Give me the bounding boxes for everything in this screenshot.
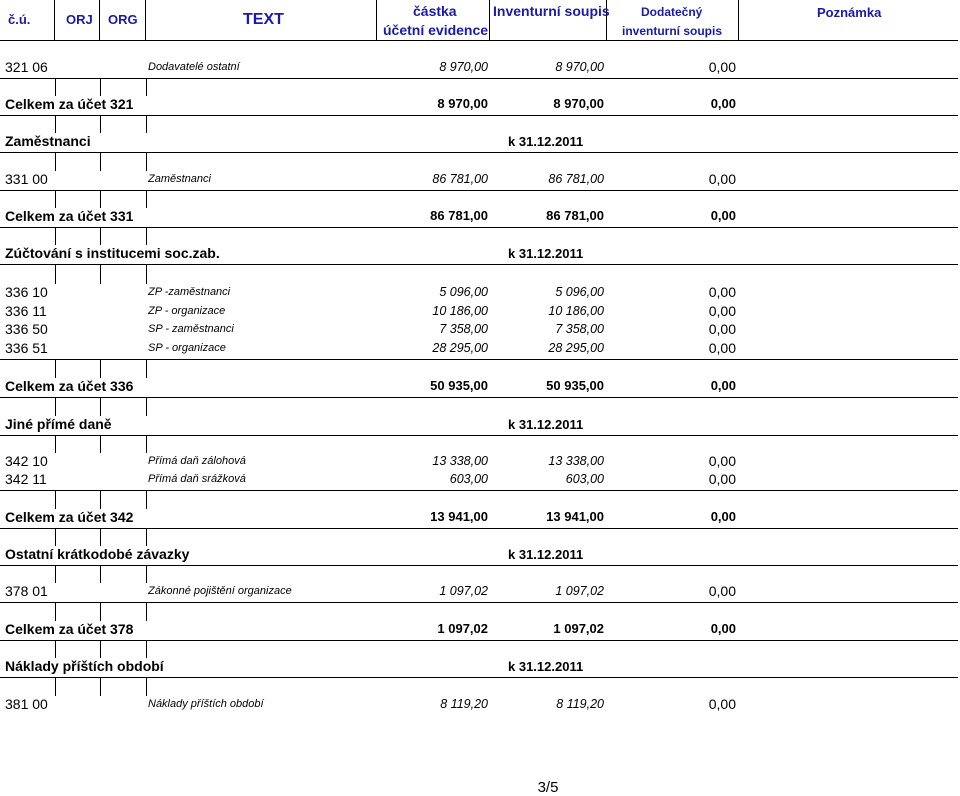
account-text: ZP -zaměstnanci xyxy=(148,286,231,298)
table-row xyxy=(0,695,958,714)
grid-line xyxy=(146,265,147,284)
spacer-row xyxy=(0,359,958,378)
account-text: Zaměstnanci xyxy=(148,173,211,185)
grid-line xyxy=(100,116,101,133)
grid-line xyxy=(100,678,101,696)
grid-line xyxy=(100,603,101,621)
total-accounting: 50 935,00 xyxy=(430,378,488,393)
amount-inventory: 8 119,20 xyxy=(556,697,604,711)
grid-line xyxy=(100,491,101,509)
section-date: k 31.12.2011 xyxy=(508,134,584,149)
grid-line xyxy=(100,566,101,583)
amount-accounting: 603,00 xyxy=(449,472,488,486)
spacer-row xyxy=(0,602,958,621)
table-row xyxy=(0,170,958,189)
total-inventory: 50 935,00 xyxy=(546,378,604,393)
table-row xyxy=(0,283,958,302)
grid-line xyxy=(100,436,101,453)
grid-line xyxy=(55,228,56,245)
spacer-row xyxy=(0,490,958,509)
grid-line xyxy=(100,228,101,245)
total-inventory: 1 097,02 xyxy=(553,621,604,636)
amount-additional: 0,00 xyxy=(708,303,736,319)
page-number: 3/5 xyxy=(537,779,559,796)
table-row xyxy=(0,302,958,321)
grid-line xyxy=(55,191,56,208)
amount-additional: 0,00 xyxy=(708,340,736,356)
account-text: Přímá daň srážková xyxy=(148,473,246,485)
grid-line xyxy=(146,360,147,378)
table-row xyxy=(0,339,958,358)
grid-line xyxy=(100,265,101,284)
section-title: Ostatní krátkodobé závazky xyxy=(5,546,190,562)
spacer-row xyxy=(0,115,958,133)
amount-accounting: 28 295,00 xyxy=(432,341,488,355)
spacer-row xyxy=(0,565,958,583)
amount-inventory: 13 338,00 xyxy=(548,454,604,468)
account-number: 336 51 xyxy=(5,340,48,356)
section-heading-row xyxy=(0,415,958,434)
amount-accounting: 5 096,00 xyxy=(439,285,488,299)
section-title: Zúčtování s institucemi soc.zab. xyxy=(5,245,220,261)
grid-line xyxy=(55,566,56,583)
account-text: SP - zaměstnanci xyxy=(148,323,234,335)
amount-inventory: 7 358,00 xyxy=(555,322,604,336)
grid-line xyxy=(100,398,101,416)
total-additional: 0,00 xyxy=(710,96,736,111)
amount-inventory: 8 970,00 xyxy=(555,60,604,74)
grid-line xyxy=(55,678,56,696)
header-castka: částka účetní evidence xyxy=(377,0,490,40)
grid-line xyxy=(55,79,56,96)
account-number: 342 10 xyxy=(5,453,48,469)
table-row xyxy=(0,582,958,601)
grid-line xyxy=(55,360,56,378)
grid-line xyxy=(146,491,147,509)
header-poznamka: Poznámka xyxy=(817,5,882,20)
total-label: Celkem za účet 378 xyxy=(5,621,134,637)
total-label: Celkem za účet 321 xyxy=(5,96,134,112)
section-title: Náklady příštích období xyxy=(5,658,164,674)
account-number: 336 11 xyxy=(5,303,47,319)
amount-additional: 0,00 xyxy=(708,453,736,469)
amount-accounting: 1 097,02 xyxy=(439,584,488,598)
grid-line xyxy=(146,678,147,696)
grid-line xyxy=(146,436,147,453)
grid-line xyxy=(146,79,147,96)
spacer-row xyxy=(0,227,958,245)
total-row xyxy=(0,377,958,396)
total-inventory: 13 941,00 xyxy=(546,509,604,524)
amount-accounting: 8 970,00 xyxy=(439,60,488,74)
grid-line xyxy=(55,265,56,284)
spacer-row xyxy=(0,397,958,416)
amount-additional: 0,00 xyxy=(708,171,736,187)
amount-accounting: 13 338,00 xyxy=(432,454,488,468)
grid-line xyxy=(55,116,56,133)
amount-accounting: 86 781,00 xyxy=(432,172,488,186)
grid-line xyxy=(146,641,147,658)
spacer-row xyxy=(0,190,958,208)
header-inventurni: Inventurní soupis xyxy=(490,0,607,40)
section-title: Zaměstnanci xyxy=(5,133,91,149)
grid-line xyxy=(55,491,56,509)
spacer-row xyxy=(0,640,958,658)
spacer-row xyxy=(0,677,958,696)
amount-accounting: 7 358,00 xyxy=(439,322,488,336)
section-heading-row xyxy=(0,545,958,564)
header-org: ORG xyxy=(100,0,146,40)
section-heading-row xyxy=(0,132,958,151)
total-accounting: 86 781,00 xyxy=(430,208,488,223)
amount-additional: 0,00 xyxy=(708,59,736,75)
amount-inventory: 86 781,00 xyxy=(548,172,604,186)
amount-inventory: 1 097,02 xyxy=(555,584,604,598)
grid-line xyxy=(55,436,56,453)
account-number: 336 50 xyxy=(5,321,48,337)
section-date: k 31.12.2011 xyxy=(508,417,584,432)
grid-line xyxy=(55,529,56,546)
grid-line xyxy=(146,116,147,133)
amount-inventory: 10 186,00 xyxy=(548,304,604,318)
grid-line xyxy=(146,566,147,583)
grid-line xyxy=(100,641,101,658)
grid-line xyxy=(100,529,101,546)
account-text: Dodavatelé ostatní xyxy=(148,61,240,73)
table-row xyxy=(0,470,958,489)
header-cu: č.ú. xyxy=(0,0,55,40)
spacer-row xyxy=(0,264,958,284)
total-accounting: 8 970,00 xyxy=(437,96,488,111)
section-title: Jiné přímé daně xyxy=(5,416,112,432)
account-number: 378 01 xyxy=(5,583,48,599)
table-row xyxy=(0,58,958,77)
grid-line xyxy=(146,603,147,621)
total-additional: 0,00 xyxy=(710,208,736,223)
account-text: Přímá daň zálohová xyxy=(148,455,246,467)
account-number: 381 00 xyxy=(5,696,48,712)
total-label: Celkem za účet 342 xyxy=(5,509,134,525)
spacer-row xyxy=(0,528,958,546)
grid-line xyxy=(146,153,147,171)
spacer-row xyxy=(0,152,958,171)
account-number: 342 11 xyxy=(5,471,47,487)
account-text: Zákonné pojištění organizace xyxy=(148,585,292,597)
total-row xyxy=(0,620,958,639)
total-additional: 0,00 xyxy=(710,509,736,524)
section-date: k 31.12.2011 xyxy=(508,659,584,674)
account-number: 321 06 xyxy=(5,59,48,75)
account-text: ZP - organizace xyxy=(148,305,226,317)
amount-additional: 0,00 xyxy=(708,321,736,337)
total-additional: 0,00 xyxy=(710,378,736,393)
table-header xyxy=(0,0,958,41)
account-number: 336 10 xyxy=(5,284,48,300)
total-inventory: 8 970,00 xyxy=(553,96,604,111)
amount-accounting: 8 119,20 xyxy=(440,697,488,711)
amount-additional: 0,00 xyxy=(708,284,736,300)
total-accounting: 1 097,02 xyxy=(437,621,488,636)
section-date: k 31.12.2011 xyxy=(508,246,584,261)
grid-line xyxy=(146,529,147,546)
grid-line xyxy=(146,191,147,208)
grid-line xyxy=(55,603,56,621)
total-additional: 0,00 xyxy=(710,621,736,636)
spacer-row xyxy=(0,435,958,453)
header-orj: ORJ xyxy=(55,0,100,40)
grid-line xyxy=(100,79,101,96)
grid-line xyxy=(55,153,56,171)
spacer-row xyxy=(0,78,958,96)
amount-additional: 0,00 xyxy=(708,471,736,487)
grid-line xyxy=(100,153,101,171)
amount-additional: 0,00 xyxy=(708,696,736,712)
total-label: Celkem za účet 336 xyxy=(5,378,134,394)
total-row xyxy=(0,508,958,527)
total-accounting: 13 941,00 xyxy=(430,509,488,524)
section-date: k 31.12.2011 xyxy=(508,547,584,562)
account-text: SP - organizace xyxy=(148,342,226,354)
grid-line xyxy=(55,398,56,416)
table-row xyxy=(0,452,958,471)
account-text: Náklady příštích období xyxy=(148,698,264,710)
grid-line xyxy=(100,360,101,378)
section-heading-row xyxy=(0,244,958,263)
grid-line xyxy=(100,191,101,208)
amount-inventory: 603,00 xyxy=(565,472,604,486)
header-text: TEXT xyxy=(146,0,377,40)
grid-line xyxy=(55,641,56,658)
total-inventory: 86 781,00 xyxy=(546,208,604,223)
header-dodatecny: Dodatečný inventurní soupis xyxy=(607,0,739,40)
amount-inventory: 28 295,00 xyxy=(548,341,604,355)
amount-inventory: 5 096,00 xyxy=(555,285,604,299)
amount-accounting: 10 186,00 xyxy=(432,304,488,318)
total-row xyxy=(0,207,958,226)
section-heading-row xyxy=(0,657,958,676)
total-row xyxy=(0,95,958,114)
account-number: 331 00 xyxy=(5,171,48,187)
amount-additional: 0,00 xyxy=(708,583,736,599)
grid-line xyxy=(146,398,147,416)
table-row xyxy=(0,320,958,339)
grid-line xyxy=(146,228,147,245)
total-label: Celkem za účet 331 xyxy=(5,208,134,224)
